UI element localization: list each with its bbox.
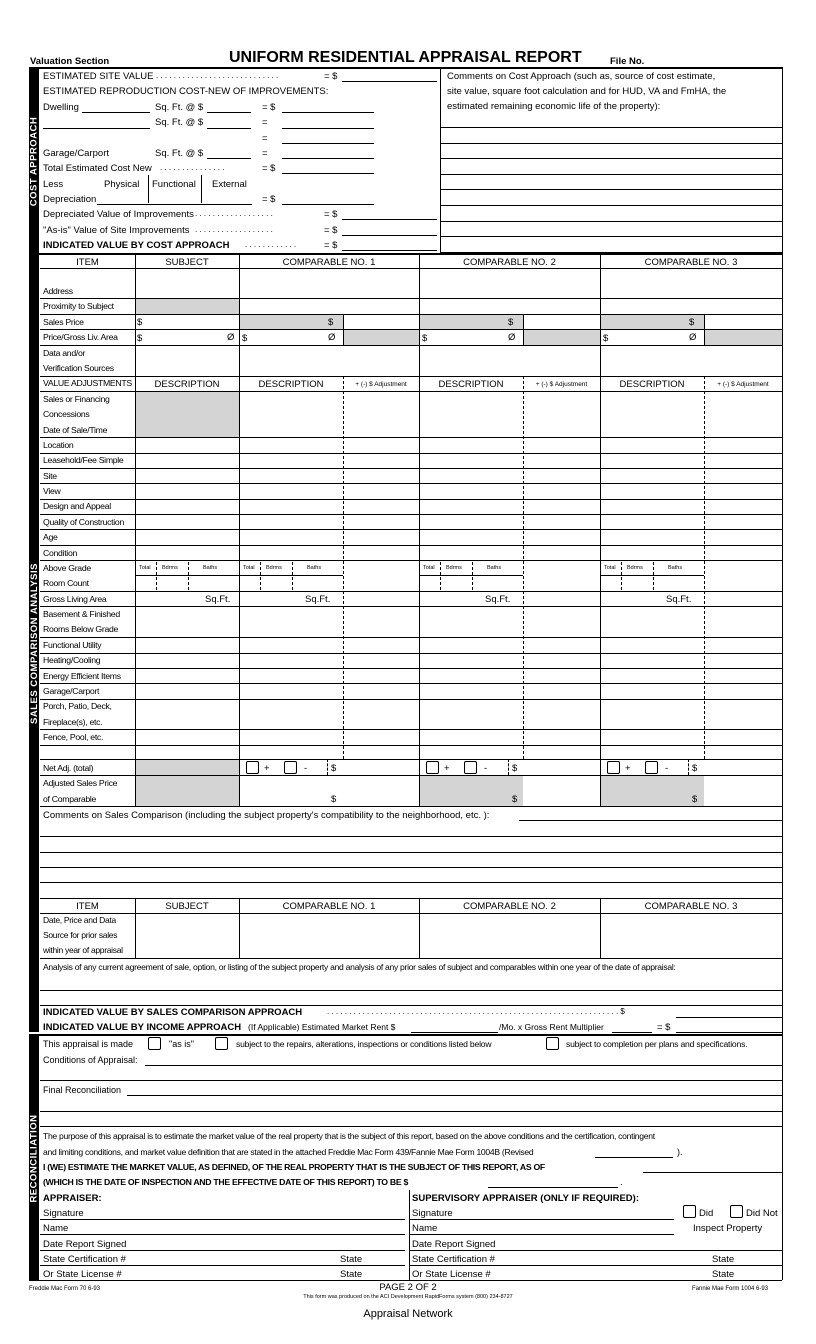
grid-row-label: Fence, Pool, etc. (43, 732, 104, 742)
sales-comment-line[interactable] (40, 882, 782, 883)
section-divider (29, 253, 782, 255)
grid-row-label: Verification Sources (43, 363, 114, 373)
grid-row-label: Sales Price (43, 317, 84, 327)
grid-row-line (40, 391, 782, 392)
appraisal-network-brand: Appraisal Network (363, 1308, 453, 1320)
grid-row-line (40, 545, 782, 546)
subject-to-completion-checkbox[interactable] (546, 1037, 559, 1050)
sales-comments-label: Comments on Sales Comparison (including the subject property's compatibility to the neighborhood, etc. ): (43, 810, 490, 821)
revised-date-field[interactable] (595, 1157, 673, 1158)
grid-row-line (40, 745, 782, 746)
grid-row-line (40, 298, 782, 299)
gross-multiplier-field[interactable] (612, 1032, 652, 1033)
grid-row-line (40, 483, 782, 484)
room-divider (621, 562, 622, 590)
sales-comparison-sidebar: SALES COMPARISON ANALYSIS (29, 254, 39, 1032)
conditions-field-2[interactable] (40, 1080, 782, 1081)
sales-comments-field[interactable] (519, 820, 782, 821)
grid-row-label: View (43, 486, 61, 496)
sales-comment-line[interactable] (40, 836, 782, 837)
indicated-income-label: INDICATED VALUE BY INCOME APPROACH (43, 1022, 242, 1033)
extra-1-cost[interactable] (282, 128, 374, 129)
grid-row-label: Quality of Construction (43, 517, 124, 527)
indicated-sales-field[interactable] (676, 1017, 782, 1018)
total-cost-field[interactable] (282, 173, 374, 174)
grid-row-line (135, 575, 343, 576)
grid-row-label: VALUE ADJUSTMENTS (43, 378, 132, 388)
grid-row-label: Fireplace(s), etc. (43, 717, 103, 727)
grid-row-line (40, 591, 782, 592)
site-value-field[interactable] (342, 81, 437, 82)
grid-row-label: of Comparable (43, 794, 97, 804)
grid-row-label: Location (43, 440, 74, 450)
reproduction-label: ESTIMATED REPRODUCTION COST-NEW OF IMPROVEMENTS: (43, 86, 329, 97)
grid-row-line (40, 683, 782, 684)
grid-row-label: Leasehold/Fee Simple (43, 455, 124, 465)
final-reconciliation-field-2[interactable] (40, 1111, 782, 1112)
room-baths-label: Baths (307, 565, 322, 571)
section-label: Valuation Section (30, 56, 110, 67)
footer-right: Fannie Mae Form 1004 6-93 (692, 1286, 769, 1292)
grid-row-line (40, 637, 782, 638)
did-not-inspect-checkbox[interactable] (730, 1205, 743, 1218)
grid-row-label: Energy Efficient Items (43, 671, 121, 681)
grid-row-label: Data and/or (43, 348, 86, 358)
footer-produced: This form was produced on the ACI Development RapidForms system (800) 234-8727 (303, 1294, 513, 1300)
cost-approach-sidebar: COST APPROACH (29, 68, 39, 254)
market-rent-field[interactable] (411, 1032, 498, 1033)
supervisor-name-field[interactable] (409, 1234, 674, 1235)
dwelling-cost-field[interactable] (282, 112, 374, 113)
as-of-date-field[interactable] (643, 1172, 782, 1173)
grid-row-label: Address (43, 286, 73, 296)
appraiser-name-field[interactable] (40, 1234, 405, 1235)
room-divider (292, 562, 293, 590)
grid-row-line (600, 575, 704, 576)
asis-value-field[interactable] (342, 235, 437, 236)
final-reconciliation-field-3[interactable] (40, 1126, 782, 1127)
room-baths-label: Baths (668, 565, 683, 571)
cost-comment-line[interactable] (440, 189, 782, 190)
grid-row-label: Heating/Cooling (43, 655, 101, 665)
room-divider (260, 562, 261, 590)
subject-to-repairs-checkbox[interactable] (215, 1037, 228, 1050)
grid-row-label: Proximity to Subject (43, 301, 114, 311)
garage-rate[interactable] (207, 158, 251, 159)
as-is-checkbox[interactable] (148, 1037, 161, 1050)
grid-row-label: Room Count (43, 578, 89, 588)
extra-1-rate[interactable] (207, 128, 251, 129)
room-total-label: Total (423, 565, 435, 571)
appraiser-date-field[interactable] (40, 1250, 405, 1251)
room-divider (156, 562, 157, 590)
grid-row-line (40, 468, 782, 469)
grid-row-label: Sales or Financing (43, 394, 110, 404)
grid-row-label: Functional Utility (43, 640, 102, 650)
grid-row-line (40, 376, 782, 377)
cost-comment-line[interactable] (440, 174, 782, 175)
grid-row-line (40, 268, 782, 269)
room-bdrms-label: Bdrms (627, 565, 643, 571)
room-total-label: Total (604, 565, 616, 571)
page-number: PAGE 2 OF 2 (379, 1282, 437, 1293)
analysis-field[interactable] (40, 990, 782, 991)
grid-row-line (40, 499, 782, 500)
footer-left: Freddie Mac Form 70 6-93 (29, 1286, 101, 1292)
appraiser-signature-field[interactable] (40, 1219, 405, 1220)
grid-row-line (40, 560, 782, 561)
indicated-cost-label: INDICATED VALUE BY COST APPROACH (43, 240, 230, 251)
comp1-minus-checkbox[interactable] (284, 761, 297, 774)
indicated-sales-label: INDICATED VALUE BY SALES COMPARISON APPROACH (43, 1007, 303, 1018)
room-baths-label: Baths (487, 565, 502, 571)
grid-row-label: Design and Appeal (43, 501, 111, 511)
grid-row-line (40, 606, 782, 607)
top-border (29, 67, 782, 69)
grid-row-label: Garage/Carport (43, 686, 100, 696)
grid-row-line (40, 345, 782, 346)
sales-comment-line[interactable] (40, 852, 782, 853)
grid-row-line (40, 514, 782, 515)
grid-row-label: Rooms Below Grade (43, 624, 119, 634)
extra-1-field[interactable] (43, 128, 150, 129)
cost-comment-line[interactable] (440, 221, 782, 222)
grid-row-label: Condition (43, 548, 78, 558)
reconciliation-sidebar: RECONCILIATION (29, 1036, 39, 1280)
grid-row-line (40, 653, 782, 654)
supervisor-date-field[interactable] (409, 1250, 782, 1251)
grid-row-label: Porch, Patio, Deck, (43, 701, 112, 711)
market-value-field[interactable] (488, 1187, 618, 1188)
room-divider (188, 562, 189, 590)
grid-row-line (40, 314, 782, 315)
grid-row-label: Concessions (43, 409, 90, 419)
room-divider (440, 562, 441, 590)
depreciation-field[interactable] (97, 204, 252, 205)
dwelling-sqft-field[interactable] (82, 112, 150, 113)
comp3-minus-checkbox[interactable] (645, 761, 658, 774)
comp2-minus-checkbox[interactable] (464, 761, 477, 774)
grid-row-line (40, 775, 782, 776)
did-inspect-checkbox[interactable] (683, 1205, 696, 1218)
depreciated-value-field[interactable] (342, 219, 437, 220)
room-bdrms-label: Bdrms (162, 565, 178, 571)
grid-bottom-line (40, 806, 782, 807)
room-bdrms-label: Bdrms (266, 565, 282, 571)
page-title: UNIFORM RESIDENTIAL APPRAISAL REPORT (229, 49, 582, 66)
cost-comment-line[interactable] (440, 236, 782, 237)
site-value-label: ESTIMATED SITE VALUE (43, 71, 154, 82)
depreciation-total[interactable] (282, 204, 374, 205)
grid-row-line (40, 329, 782, 330)
grid-row-label: Basement & Finished (43, 609, 120, 619)
comp1-plus-checkbox[interactable] (246, 761, 259, 774)
cost-comment-line[interactable] (440, 158, 782, 159)
dwelling-rate-field[interactable] (207, 112, 251, 113)
comp3-plus-checkbox[interactable] (607, 761, 620, 774)
sales-comment-line[interactable] (40, 867, 782, 868)
grid-row-line (40, 668, 782, 669)
room-divider (472, 562, 473, 590)
indicated-income-field[interactable] (676, 1032, 782, 1033)
room-bdrms-label: Bdrms (446, 565, 462, 571)
appraiser-cert-field[interactable] (40, 1265, 405, 1266)
cost-comment-line[interactable] (440, 143, 782, 144)
analysis-label: Analysis of any current agreement of sale, option, or listing of the subject property and analysis of any prior sales of subject and comparables within one year of the date of appraisal: (43, 962, 676, 972)
grid-row-line (40, 453, 782, 454)
right-border (782, 67, 783, 1280)
supervisor-signature-field[interactable] (409, 1219, 674, 1220)
room-total-label: Total (243, 565, 255, 571)
sales-comment-line[interactable] (40, 898, 782, 899)
grid-row-line (40, 729, 782, 730)
extra-2-cost[interactable] (282, 143, 374, 144)
grid-row-line (40, 759, 782, 760)
grid-row-line (419, 575, 523, 576)
grid-row-label: Net Adj. (total) (43, 763, 94, 773)
room-total-label: Total (139, 565, 151, 571)
garage-cost[interactable] (282, 158, 374, 159)
grid-row-label: Age (43, 532, 58, 542)
cost-comment-line[interactable] (440, 127, 782, 128)
file-no-label: File No. (610, 56, 645, 67)
indicated-cost-field[interactable] (342, 250, 437, 251)
grid-row-label: Price/Gross Liv. Area (43, 332, 118, 342)
grid-row-label: Date of Sale/Time (43, 425, 108, 435)
comp2-plus-checkbox[interactable] (426, 761, 439, 774)
grid-row-line (40, 529, 782, 530)
grid-row-label: Site (43, 471, 57, 481)
grid-row-label: Above Grade (43, 563, 91, 573)
grid-row-line (40, 699, 782, 700)
final-reconciliation-field[interactable] (127, 1095, 782, 1096)
room-divider (653, 562, 654, 590)
grid-row-label: Adjusted Sales Price (43, 778, 118, 788)
bottom-border (29, 1280, 782, 1281)
supervisor-cert-field[interactable] (409, 1265, 782, 1266)
room-baths-label: Baths (203, 565, 218, 571)
grid-row-line (40, 437, 782, 438)
conditions-field[interactable] (145, 1065, 782, 1066)
cost-comment-line[interactable] (440, 205, 782, 206)
grid-row-label: Gross Living Area (43, 594, 107, 604)
